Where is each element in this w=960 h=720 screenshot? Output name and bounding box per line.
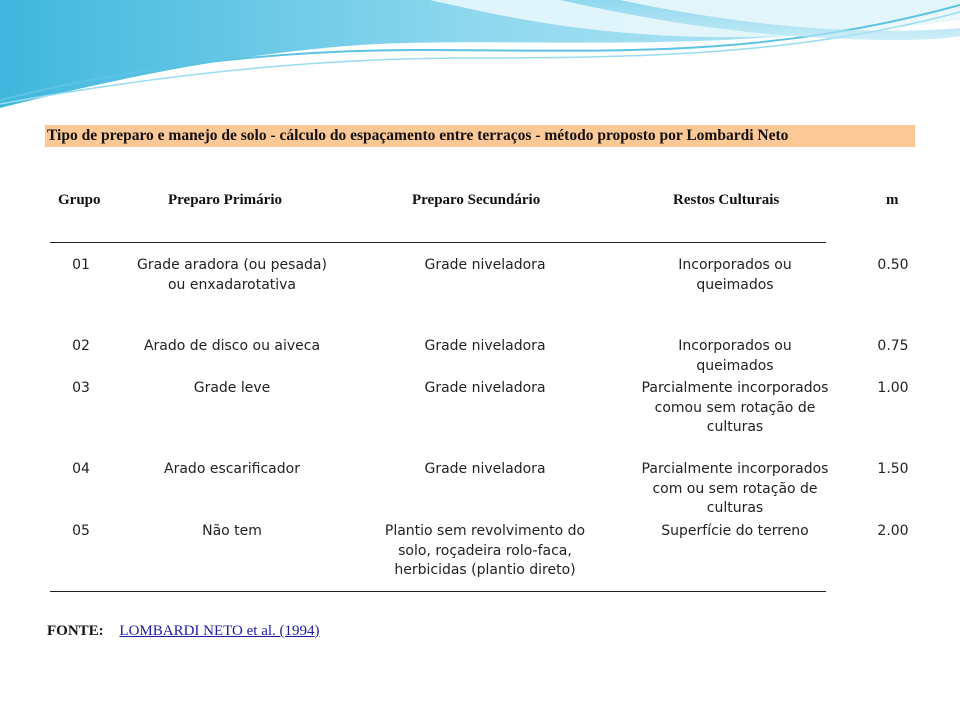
cell-m — [868, 379, 918, 399]
cell-line: com ou sem rotação de — [652, 480, 818, 497]
cell-grupo — [51, 256, 111, 276]
cell-line: Incorporados ou — [678, 257, 792, 273]
cell-line: Arado de disco ou aiveca — [143, 338, 321, 354]
cell-line: Incorporados ou — [678, 338, 792, 354]
cell-line: 04 — [72, 461, 90, 477]
cell-line: 1.50 — [877, 461, 909, 477]
cell-secundario — [365, 256, 605, 276]
cell-primario — [112, 379, 352, 399]
table-title: Tipo de preparo e manejo de solo - cálculo do espaçamento entre terraços - método proposto por Lombardi Neto — [45, 125, 915, 147]
header-preparo-primario: Preparo Primário — [168, 192, 282, 208]
cell-line: Parcialmente incorporados — [641, 380, 829, 396]
cell-restos — [615, 337, 855, 376]
cell-line: 0.50 — [877, 257, 909, 273]
source-label: FONTE: — [47, 623, 104, 639]
table-bottom-divider — [50, 591, 826, 592]
cell-line: solo, roçadeira rolo-faca, — [398, 542, 572, 559]
cell-line: 2.00 — [877, 523, 909, 539]
cell-line: 1.00 — [877, 380, 909, 396]
cell-m — [868, 337, 918, 357]
cell-line: Não tem — [202, 523, 262, 539]
cell-grupo — [51, 337, 111, 357]
cell-line: herbicidas (plantio direto) — [394, 562, 576, 578]
cell-grupo — [51, 379, 111, 399]
header-restos-culturais: Restos Culturais — [673, 192, 780, 208]
cell-secundario — [365, 379, 605, 399]
cell-primario — [112, 337, 352, 357]
cell-secundario — [365, 460, 605, 480]
cell-line: 02 — [72, 338, 90, 354]
cell-restos — [615, 379, 855, 438]
cell-line: 03 — [72, 380, 90, 396]
cell-line: Grade aradora (ou pesada) — [137, 257, 327, 273]
source-link[interactable]: LOMBARDI NETO et al. (1994) — [119, 623, 320, 639]
cell-line: Superfície do terreno — [661, 523, 809, 539]
cell-primario — [112, 256, 352, 295]
cell-line: ou enxadarotativa — [167, 276, 297, 293]
cell-line: 0.75 — [877, 338, 909, 354]
cell-secundario — [365, 522, 605, 581]
header-divider — [50, 242, 826, 243]
cell-restos — [615, 256, 855, 295]
header-m: m — [886, 192, 899, 208]
cell-line: Grade niveladora — [424, 461, 546, 477]
cell-restos — [615, 522, 855, 542]
cell-line: queimados — [696, 357, 774, 374]
cell-line: culturas — [706, 500, 764, 516]
cell-line: Grade leve — [193, 380, 271, 396]
cell-grupo — [51, 522, 111, 542]
cell-line: Grade niveladora — [424, 338, 546, 354]
cell-m — [868, 460, 918, 480]
header-preparo-secundario: Preparo Secundário — [412, 192, 541, 208]
cell-primario — [112, 460, 352, 480]
cell-m — [868, 256, 918, 276]
source-line — [47, 623, 320, 640]
table-panel — [45, 125, 915, 650]
cell-restos — [615, 460, 855, 519]
cell-line: Plantio sem revolvimento do — [384, 523, 586, 539]
cell-line: Grade niveladora — [424, 257, 546, 273]
cell-line: comou sem rotação de — [654, 399, 816, 416]
cell-grupo — [51, 460, 111, 480]
decorative-wave-header — [0, 0, 960, 115]
cell-primario — [112, 522, 352, 542]
cell-line: culturas — [706, 419, 764, 435]
cell-secundario — [365, 337, 605, 357]
cell-line: Parcialmente incorporados — [641, 461, 829, 477]
cell-line: Grade niveladora — [424, 380, 546, 396]
cell-line: 01 — [72, 257, 90, 273]
cell-line: queimados — [696, 276, 774, 293]
cell-m — [868, 522, 918, 542]
header-grupo: Grupo — [58, 192, 101, 208]
cell-line: 05 — [72, 523, 90, 539]
cell-line: Arado escarificador — [164, 461, 300, 477]
